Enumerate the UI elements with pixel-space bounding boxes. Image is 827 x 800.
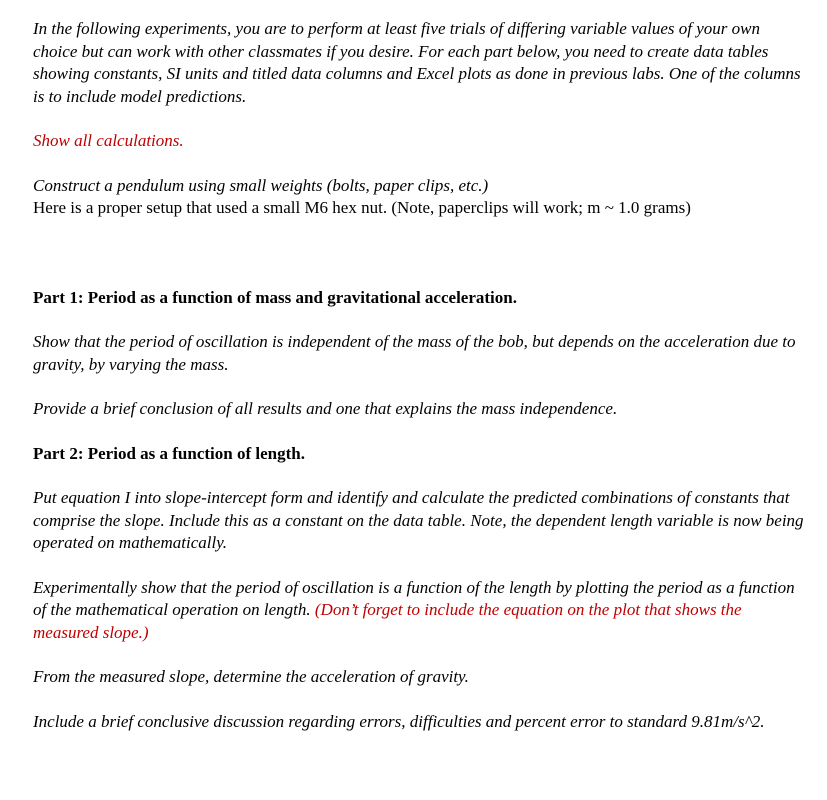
setup-description: Here is a proper setup that used a small M6 hex nut. (Note, paperclips will work; m ~ 1.0 grams)	[33, 198, 691, 217]
intro-paragraph: In the following experiments, you are to perform at least five trials of differing variable values of your own choice but can work with other classmates if you desire. For each part below, you need to create data tables showing constants, SI units and titled data columns and Excel plots as done in previous labs. One of the columns is to include model predictions.	[33, 19, 801, 106]
part2-slope-paragraph: Put equation I into slope-intercept form and identify and calculate the predicted combinations of constants that comprise the slope. Include this as a constant on the data table. Note, the dependent length variable is now being operated on mathematically.	[33, 488, 804, 552]
part1-conclusion-paragraph: Provide a brief conclusion of all results and one that explains the mass independence.	[33, 399, 618, 418]
part2-plot-text: Experimentally show that the period of oscillation is a function of the length by plotting the period as a function of the mathematical operation on length.	[33, 577, 795, 619]
part2-plot-reminder: (Don’t forget to include the equation on the plot that shows the measured slope.)	[33, 600, 742, 642]
show-calculations-note: Show all calculations.	[33, 131, 184, 150]
part1-heading: Part 1: Period as a function of mass and gravitational acceleration.	[33, 287, 517, 307]
part2-gravity-paragraph: From the measured slope, determine the acceleration of gravity.	[33, 667, 469, 686]
lab-instructions-document	[33, 18, 808, 733]
part2-discussion-paragraph: Include a brief conclusive discussion regarding errors, difficulties and percent error to standard 9.81m/s^2.	[33, 711, 765, 731]
construct-pendulum-instruction: Construct a pendulum using small weights (bolts, paper clips, etc.)	[33, 175, 489, 195]
part2-plot-paragraph	[33, 577, 808, 645]
part1-mass-paragraph: Show that the period of oscillation is independent of the mass of the bob, but depends on the acceleration due to gravity, by varying the mass.	[33, 332, 796, 374]
part2-heading: Part 2: Period as a function of length.	[33, 443, 305, 463]
